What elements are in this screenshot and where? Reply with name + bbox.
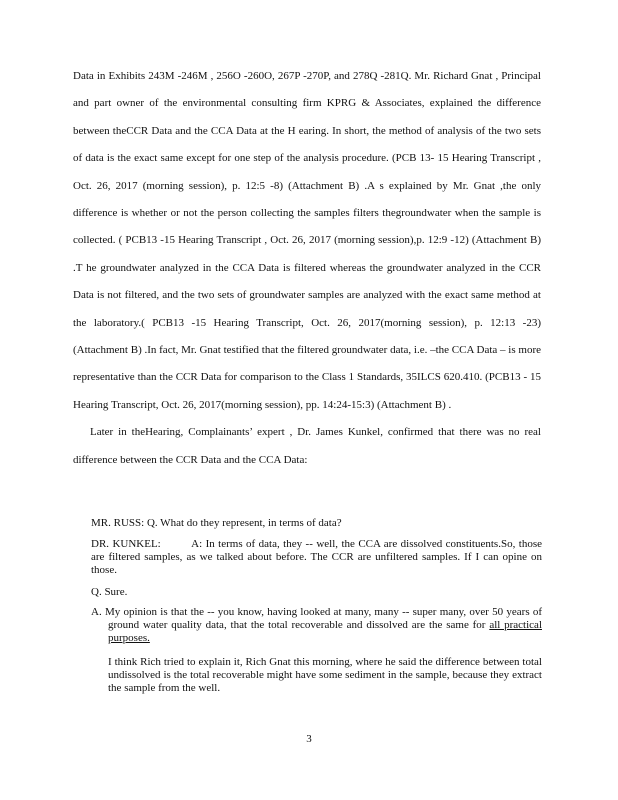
answer-2-prefix: A. xyxy=(91,606,102,618)
answer-2-text: My opinion is that the -- you know, having looked at many, many -- super many, over 50 years of ground water quality data, that the total recoverable and dissolved are the same for xyxy=(104,606,542,631)
transcript-answer-1 xyxy=(91,538,542,577)
body-text xyxy=(73,63,541,474)
answer-2-underlined: all practical purposes. xyxy=(108,619,542,644)
paragraph-exhibit-analysis: Data in Exhibits 243M -246M , 256O -260O, 267P -270P, and 278Q -281Q. Mr. Richard Gnat , Principal and part owner of the environmental consulting firm KPRG & Associates, explained the difference between theCCR Data and the CCA Data at the H earing. In short, the method of analysis of the two sets of data is the exact same except for one step of the analysis procedure. (PCB 13- 15 Hearing Transcript , Oct. 26, 2017 (morning session), p. 12:5 -8) (Attachment B) .A s explained by Mr. Gnat ,the only difference is whether or not the person collecting the samples filters thegroundwater when the sample is collected. ( PCB13 -15 Hearing Transcript , Oct. 26, 2017 (morning session),p. 12:9 -12) (Attachment B) .T he groundwater analyzed in the CCA Data is filtered whereas the groundwater analyzed in the CCR Data is not filtered, and the two sets of groundwater samples are analyzed with the exact same method at the laboratory.( PCB13 -15 Hearing Transcript, Oct. 26, 2017(morning session), p. 12:13 -23) (Attachment B) .In fact, Mr. Gnat testified that the filtered groundwater data, i.e. –the CCA Data – is more representative than the CCR Data for comparison to the Class 1 Standards, 35ILCS 620.410. (PCB13 - 15 Hearing Transcript, Oct. 26, 2017(morning session), pp. 14:24-15:3) (Attachment B) . xyxy=(73,70,541,411)
paragraph-kunkel-intro: Later in theHearing, Complainants’ expert , Dr. James Kunkel, confirmed that there was no real difference between the CCR Data and the CCA Data: xyxy=(73,426,541,466)
transcript-question-2: Q. Sure. xyxy=(91,586,128,598)
transcript-answer-2-continued: I think Rich tried to explain it, Rich Gnat this morning, where he said the difference between total undissolved is the total recoverable might have some sediment in the sample, because they extract the sample from the well. xyxy=(108,656,542,694)
speaker-label: DR. KUNKEL: xyxy=(91,538,161,550)
transcript-question-1: MR. RUSS: Q. What do they represent, in terms of data? xyxy=(91,517,342,529)
transcript-answer-2 xyxy=(91,606,542,645)
page-number: 3 xyxy=(306,733,312,745)
answer-1-text: A: In terms of data, they -- well, the CCA are dissolved constituents.So, those are filtered samples, as we talked about before. The CCR are unfiltered samples. If I can opine on those. xyxy=(91,538,542,576)
